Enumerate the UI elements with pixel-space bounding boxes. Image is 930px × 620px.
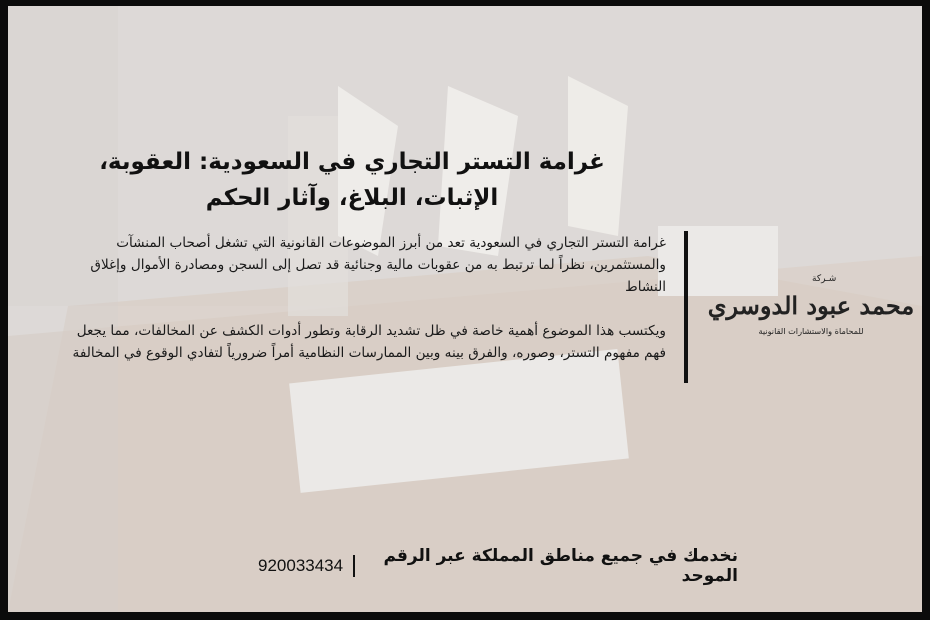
post-card [8,6,922,612]
paragraph-1: غرامة التستر التجاري في السعودية تعد من أبرز الموضوعات القانونية التي تشغل أصحاب المنشآت والمستثمرين، نظراً لما ترتبط به من عقوبات مالية وجنائية قد تصل إلى السجن ومصادرة الأموال وإغلاق النشاط [90,235,666,295]
logo-subtitle: للمحاماة والاستشارات القانونية [758,326,864,336]
unified-number[interactable]: 920033434 [258,556,344,575]
logo-name: محمد عبود الدوسري [707,291,915,320]
footer-separator [353,555,355,577]
logo-company-word: شـركة [812,274,837,284]
footer-bar [258,546,738,586]
article-body [64,232,666,386]
vertical-divider [684,231,688,383]
logo-calligraphy [707,284,915,324]
paragraph-2: ويكتسب هذا الموضوع أهمية خاصة في ظل تشديد الرقابة وتطور أدوات الكشف عن المخالفات، مما يجعل فهم مفهوم التستر، وصوره، والفرق بينه وبين الممارسات النظامية أمراً ضرورياً لتفادي الوقوع في المخالفة [72,323,666,361]
article-title: غرامة التستر التجاري في السعودية: العقوبة، الإثبات، البلاغ، وآثار الحكم [99,149,605,211]
company-logo [707,274,915,344]
footer-text: نخدمك في جميع مناطق المملكة عبر الرقم الموحد [383,546,738,586]
